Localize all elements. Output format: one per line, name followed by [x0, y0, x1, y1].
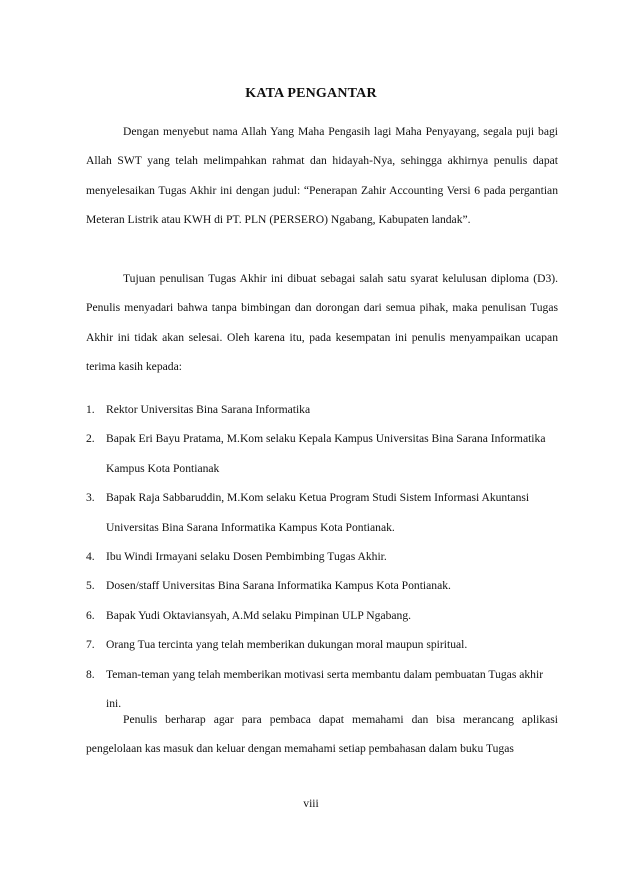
page-number: viii: [303, 797, 319, 810]
list-item-text: Teman-teman yang telah memberikan motivasi serta membantu dalam pembuatan Tugas akhir ini.: [106, 667, 544, 711]
list-item-text: Orang Tua tercinta yang telah memberikan dukungan moral maupun spiritual.: [106, 638, 468, 652]
list-item: [86, 483, 558, 542]
paragraph-closing: Penulis berharap agar para pembaca dapat memahami dan bisa merancang aplikasi pengelolaan kas masuk dan keluar dengan memahami setiap pembahasan dalam buku Tugas: [86, 713, 558, 756]
body-section-intro: [86, 117, 558, 235]
acknowledgement-list: [86, 395, 558, 718]
list-item: [86, 395, 558, 424]
list-item-text: Rektor Universitas Bina Sarana Informatika: [106, 403, 311, 416]
list-item-number: 4.: [86, 550, 95, 564]
list-item: [86, 424, 558, 483]
list-item-number: 1.: [86, 403, 95, 416]
list-item-text: Bapak Raja Sabbaruddin, M.Kom selaku Ketua Program Studi Sistem Informasi Akuntansi Universitas Bina Sarana Informatika Kampus Kota Pontianak.: [106, 491, 530, 534]
list-item-number: 8.: [86, 667, 95, 681]
list-item: [86, 601, 558, 630]
paragraph-opening: Dengan menyebut nama Allah Yang Maha Pengasih lagi Maha Penyayang, segala puji bagi Allah SWT yang telah melimpahkan rahmat dan hidayah-Nya, sehingga akhirnya penulis dapat menyelesaikan Tugas Akhir ini dengan judul: “Penerapan Zahir Accounting Versi 6 pada pergantian Meteran Listrik atau KWH di PT. PLN (PERSERO) Ngabang, Kabupaten landak”.: [86, 125, 558, 227]
list-item-number: 5.: [86, 579, 95, 593]
list-item-number: 6.: [86, 608, 95, 622]
list-item-text: Ibu Windi Irmayani selaku Dosen Pembimbing Tugas Akhir.: [106, 550, 387, 564]
list-item-number: 2.: [86, 432, 95, 446]
list-item-text: Bapak Yudi Oktaviansyah, A.Md selaku Pimpinan ULP Ngabang.: [106, 608, 412, 622]
list-item: [86, 542, 558, 571]
body-section-purpose: [86, 264, 558, 382]
paragraph-purpose: Tujuan penulisan Tugas Akhir ini dibuat sebagai salah satu syarat kelulusan diploma (D3). Penulis menyadari bahwa tanpa bimbingan dan dorongan dari semua pihak, maka penulisan Tugas Akhir ini tidak akan selesai. Oleh karena itu, pada kesempatan ini penulis menyampaikan ucapan terima kasih kepada:: [86, 272, 558, 374]
list-item-text: Bapak Eri Bayu Pratama, M.Kom selaku Kepala Kampus Universitas Bina Sarana Informatika Kampus Kota Pontianak: [106, 432, 546, 475]
list-item-text: Dosen/staff Universitas Bina Sarana Informatika Kampus Kota Pontianak.: [106, 579, 451, 593]
page-title: KATA PENGANTAR: [245, 86, 377, 101]
list-item-number: 3.: [86, 491, 95, 505]
list-item: [86, 571, 558, 600]
list-item-number: 7.: [86, 638, 95, 652]
list-item: [86, 630, 558, 659]
body-section-closing: [86, 705, 558, 764]
